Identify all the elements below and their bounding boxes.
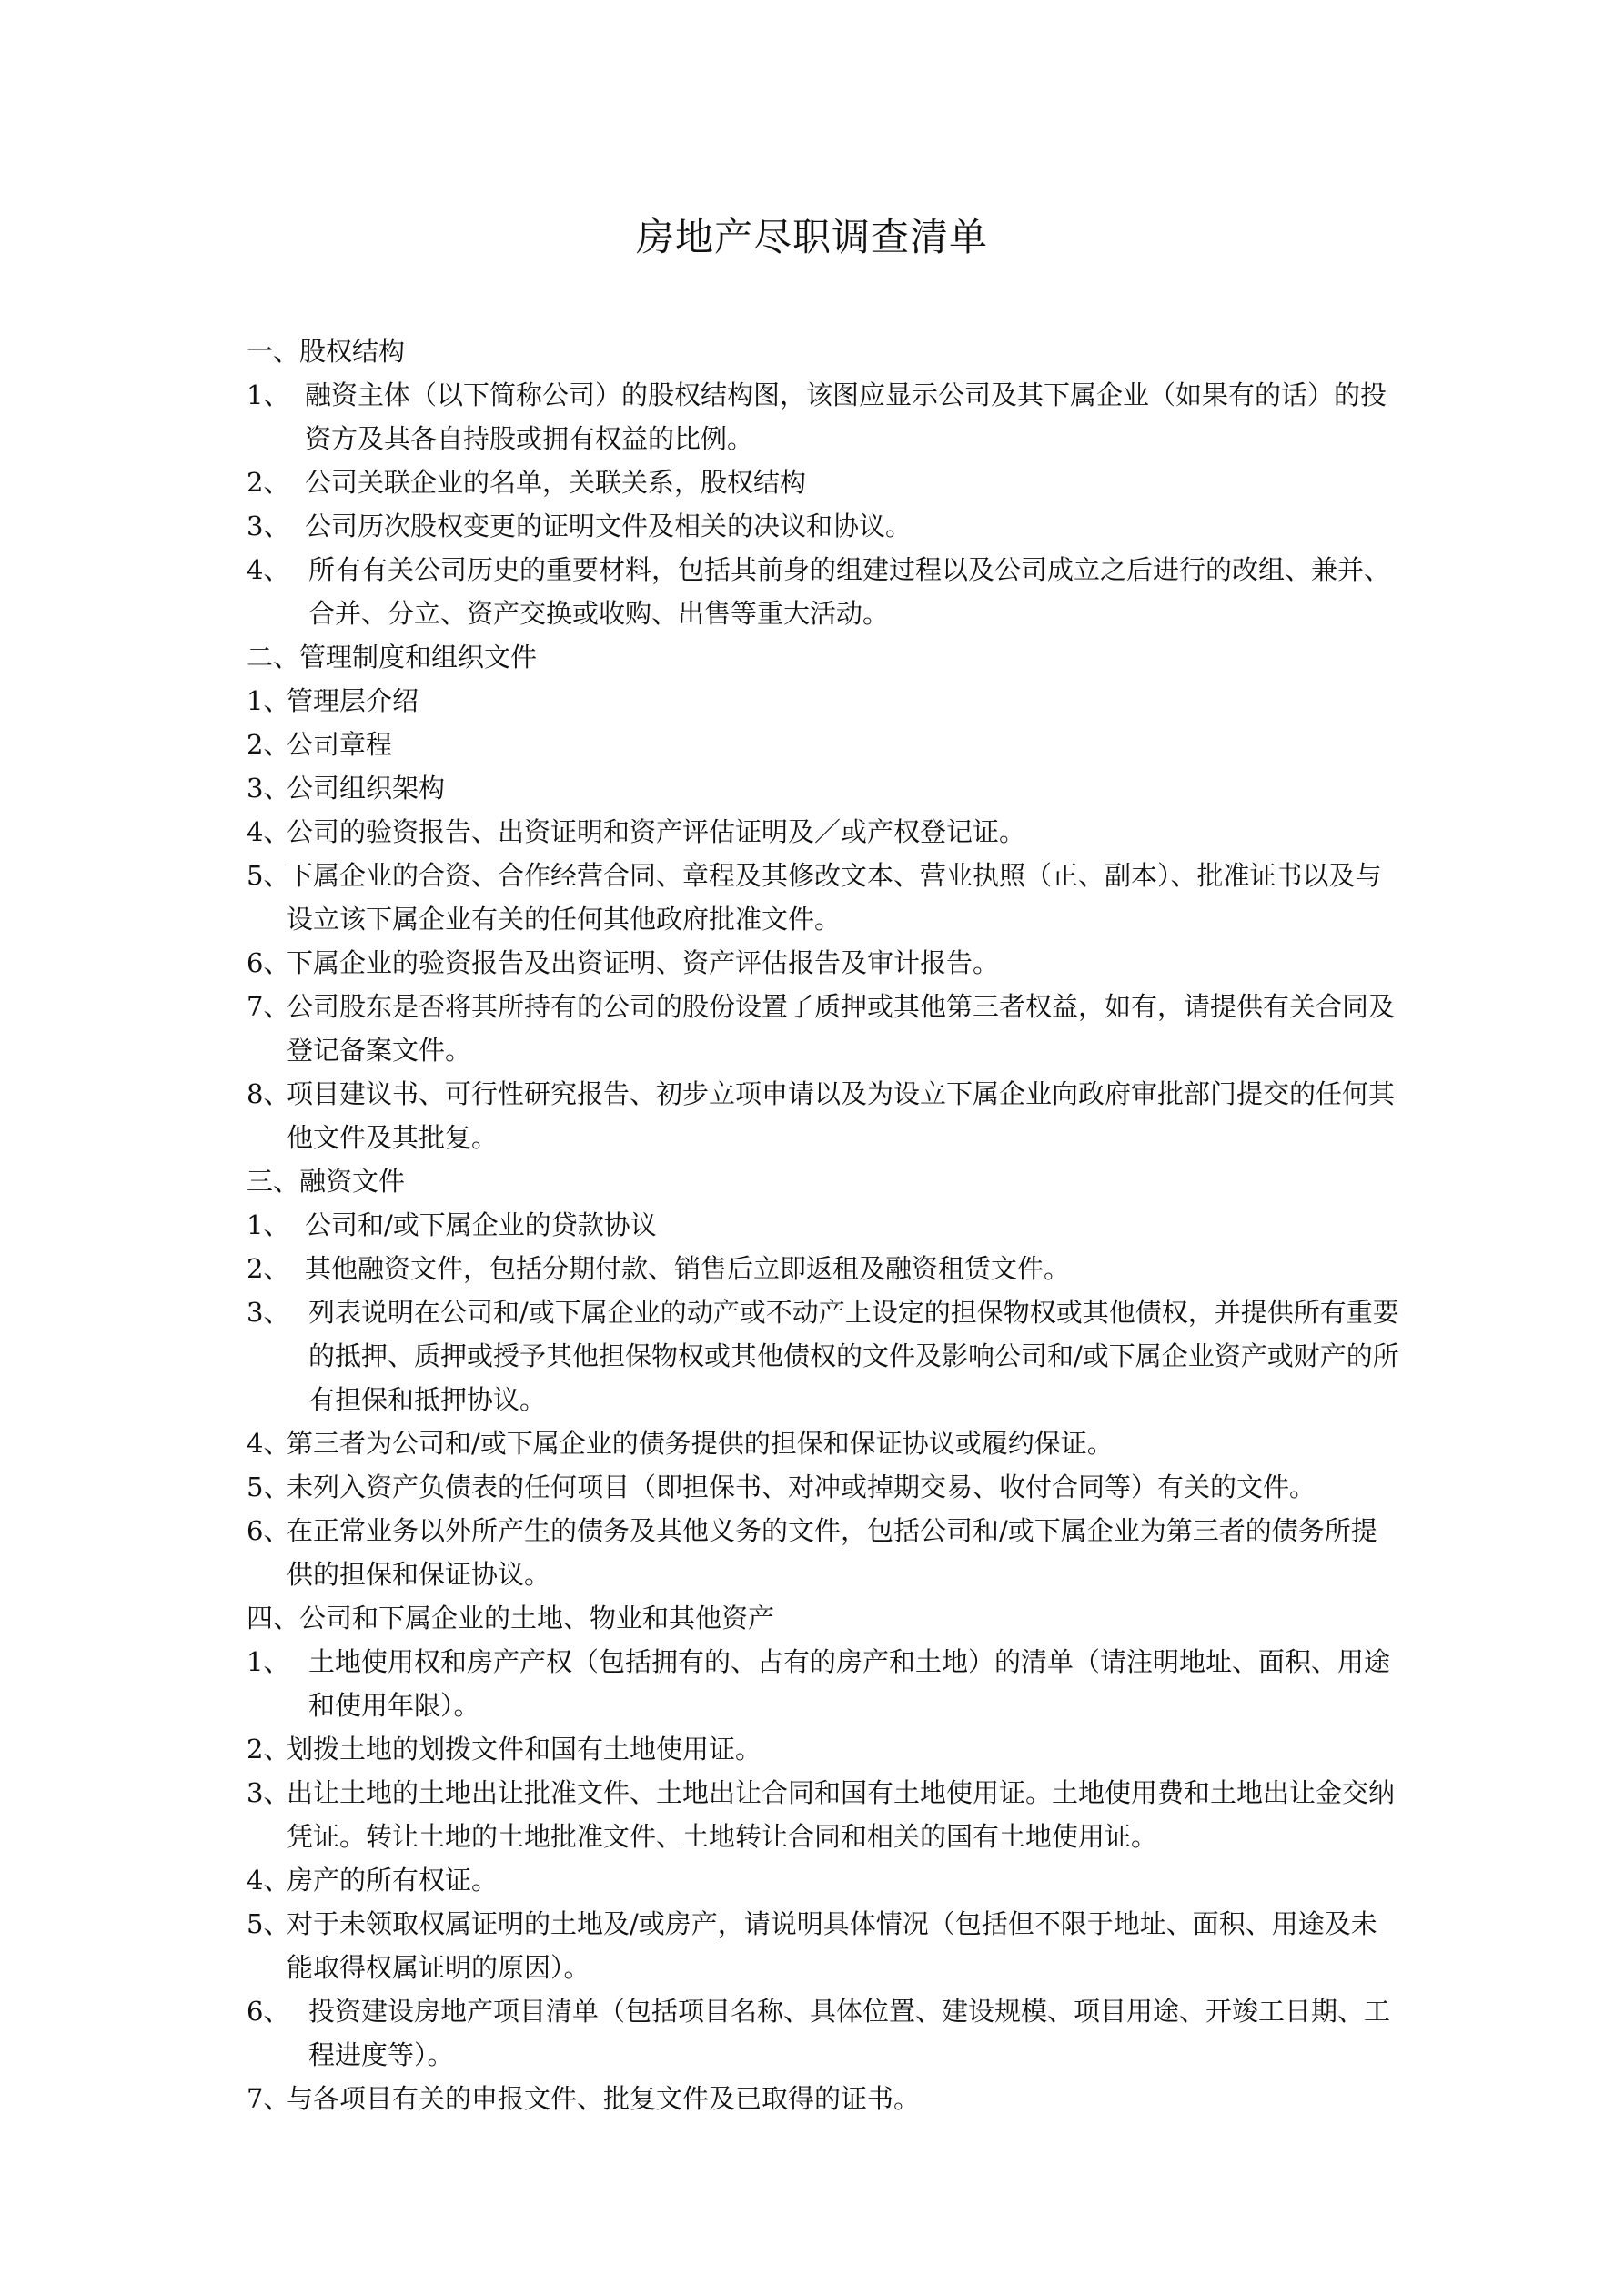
item-text: 对于未领取权属证明的土地及/或房产，请说明具体情况（包括但不限于地址、面积、用途及未能取得权属证明的原因）。 <box>287 1908 1377 1983</box>
item-number: 8、 <box>247 1078 290 1109</box>
list-item <box>247 1771 1402 1858</box>
item-text: 公司关联企业的名单，关联关系，股权结构 <box>305 467 807 498</box>
section-heading: 四、公司和下属企业的土地、物业和其他资产 <box>247 1603 775 1633</box>
item-text: 划拨土地的划拨文件和国有土地使用证。 <box>287 1734 762 1765</box>
item-text: 在正常业务以外所产生的债务及其他义务的文件，包括公司和/或下属企业为第三者的债务所提供的担保和保证协议。 <box>287 1515 1377 1590</box>
item-number: 5、 <box>247 1472 290 1502</box>
item-text: 所有有关公司历史的重要材料，包括其前身的组建过程以及公司成立之后进行的改组、兼并、合并、分立、资产交换或收购、出售等重大活动。 <box>308 554 1391 629</box>
section-financing-documents <box>247 1159 1402 1596</box>
item-number: 1、 <box>247 1646 290 1677</box>
list-item <box>247 1290 1402 1421</box>
document-body <box>247 329 1402 2120</box>
item-number: 2、 <box>247 729 290 760</box>
list-item <box>247 985 1402 1072</box>
item-text: 公司历次股权变更的证明文件及相关的决议和协议。 <box>305 511 913 541</box>
list-item <box>247 1421 1402 1465</box>
item-number: 4、 <box>247 816 290 847</box>
list-item <box>247 1902 1402 1989</box>
item-number: 4、 <box>247 1865 290 1896</box>
item-text: 未列入资产负债表的任何项目（即担保书、对冲或掉期交易、收付合同等）有关的文件。 <box>287 1472 1316 1502</box>
list-item <box>247 1858 1402 1902</box>
item-number: 2、 <box>247 1734 290 1765</box>
item-number: 2、 <box>247 467 290 498</box>
item-number: 4、 <box>247 1428 290 1459</box>
list-item <box>247 679 1402 723</box>
item-number: 5、 <box>247 1908 290 1939</box>
list-item <box>247 373 1402 460</box>
item-number: 7、 <box>247 991 290 1022</box>
item-text: 土地使用权和房产产权（包括拥有的、占有的房产和土地）的清单（请注明地址、面积、用途和使用年限）。 <box>308 1646 1391 1721</box>
item-number: 6、 <box>247 1515 290 1546</box>
list-item <box>247 941 1402 985</box>
item-text: 第三者为公司和/或下属企业的债务提供的担保和保证协议或履约保证。 <box>287 1428 1114 1459</box>
section-heading: 二、管理制度和组织文件 <box>247 642 538 673</box>
item-number: 3、 <box>247 511 290 541</box>
item-text: 出让土地的土地出让批准文件、土地出让合同和国有土地使用证。土地使用费和土地出让金交纳凭证。转让土地的土地批准文件、土地转让合同和相关的国有土地使用证。 <box>287 1777 1396 1852</box>
item-number: 3、 <box>247 773 290 804</box>
item-number: 3、 <box>247 1777 290 1808</box>
item-number: 5、 <box>247 860 290 891</box>
section-heading: 一、股权结构 <box>247 336 406 367</box>
item-text: 列表说明在公司和/或下属企业的动产或不动产上设定的担保物权或其他债权，并提供所有重要的抵押、质押或授予其他担保物权或其他债权的文件及影响公司和/或下属企业资产或财产的所有担保和抵押协议。 <box>308 1297 1399 1415</box>
list-item <box>247 548 1402 635</box>
item-text: 项目建议书、可行性研究报告、初步立项申请以及为设立下属企业向政府审批部门提交的任何其他文件及其批复。 <box>287 1078 1396 1153</box>
item-text: 公司的验资报告、出资证明和资产评估证明及／或产权登记证。 <box>287 816 1026 847</box>
list-item <box>247 1727 1402 1771</box>
list-item <box>247 2077 1402 2120</box>
section-equity-structure <box>247 329 1402 635</box>
list-item <box>247 1072 1402 1159</box>
item-text: 与各项目有关的申报文件、批复文件及已取得的证书。 <box>287 2083 921 2114</box>
section-land-property-assets <box>247 1596 1402 2120</box>
list-item <box>247 810 1402 854</box>
list-item <box>247 1640 1402 1727</box>
item-text: 公司和/或下属企业的贷款协议 <box>305 1209 657 1240</box>
document-title: 房地产尽职调查清单 <box>635 215 988 259</box>
item-text: 下属企业的合资、合作经营合同、章程及其修改文本、营业执照（正、副本）、批准证书以及与设立该下属企业有关的任何其他政府批准文件。 <box>287 860 1382 935</box>
list-item <box>247 1203 1402 1247</box>
item-text: 投资建设房地产项目清单（包括项目名称、具体位置、建设规模、项目用途、开竣工日期、工程进度等）。 <box>308 1996 1391 2070</box>
list-item <box>247 460 1402 504</box>
item-text: 公司章程 <box>287 729 393 760</box>
list-item <box>247 766 1402 810</box>
item-number: 3、 <box>247 1297 290 1328</box>
item-text: 其他融资文件，包括分期付款、销售后立即返租及融资租赁文件。 <box>305 1253 1071 1284</box>
item-number: 6、 <box>247 947 290 978</box>
item-number: 1、 <box>247 685 290 716</box>
item-text: 融资主体（以下简称公司）的股权结构图，该图应显示公司及其下属企业（如果有的话）的投资方及其各自持股或拥有权益的比例。 <box>305 379 1387 454</box>
section-heading: 三、融资文件 <box>247 1166 406 1197</box>
item-number: 6、 <box>247 1996 290 2027</box>
item-text: 房产的所有权证。 <box>287 1865 499 1896</box>
list-item <box>247 723 1402 766</box>
item-number: 1、 <box>247 1209 290 1240</box>
item-text: 公司股东是否将其所持有的公司的股份设置了质押或其他第三者权益，如有，请提供有关合同及登记备案文件。 <box>287 991 1396 1066</box>
item-number: 4、 <box>247 554 290 585</box>
item-text: 公司组织架构 <box>287 773 446 804</box>
list-item <box>247 1247 1402 1290</box>
item-number: 7、 <box>247 2083 290 2114</box>
list-item <box>247 1509 1402 1596</box>
list-item <box>247 504 1402 548</box>
section-management-documents <box>247 635 1402 1159</box>
item-number: 1、 <box>247 379 290 410</box>
item-text: 下属企业的验资报告及出资证明、资产评估报告及审计报告。 <box>287 947 1000 978</box>
item-number: 2、 <box>247 1253 290 1284</box>
list-item <box>247 854 1402 941</box>
list-item <box>247 1465 1402 1509</box>
list-item <box>247 1989 1402 2077</box>
item-text: 管理层介绍 <box>287 685 419 716</box>
